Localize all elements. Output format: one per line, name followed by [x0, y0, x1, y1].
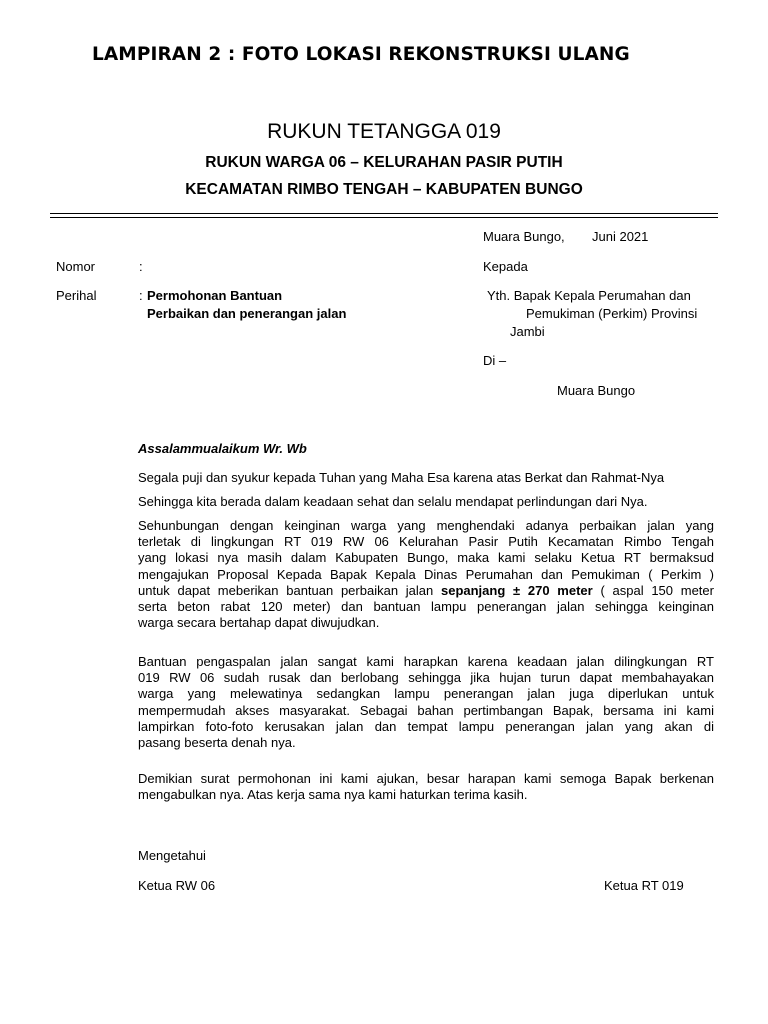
perihal-separator: :	[139, 288, 143, 303]
recipient-yth-line-3: Jambi	[510, 324, 545, 339]
recipient-di: Di –	[483, 353, 507, 368]
paragraph-2-line-5-post: ( aspal 150 meter	[592, 582, 714, 598]
paragraph-4	[138, 771, 714, 803]
paragraph-2-line-7: warga secara bertahap dapat diwujudkan.	[138, 615, 380, 631]
paragraph-3	[138, 654, 714, 751]
perihal-label: Perihal	[56, 288, 97, 303]
paragraph-3-line-6: pasang beserta denah nya.	[138, 735, 296, 751]
paragraph-2-line-5	[138, 583, 714, 599]
paragraph-3-line-1: Bantuan pengaspalan jalan sangat kami harapkan karena keadaan jalan dilingkungan RT	[138, 654, 714, 669]
paragraph-2-line-2: terletak di lingkungan RT 019 RW 06 Kelurahan Pasir Putih Kecamatan Rimbo Tengah	[138, 534, 714, 550]
paragraph-2-line-4: mengajukan Proposal Kepada Bapak Kepala Dinas Perumahan dan Pemukiman ( Perkim )	[138, 566, 714, 582]
paragraph-3-line-5: lampirkan foto-foto kerusakan jalan dan tempat lampu penerangan jalan yang akan di	[138, 718, 714, 734]
header-rule-bottom	[50, 217, 718, 218]
nomor-separator: :	[139, 259, 143, 274]
paragraph-1-line-2: Sehingga kita berada dalam keadaan sehat dan selalu mendapat perlindungan dari Nya.	[138, 494, 648, 509]
perihal-line-1: Permohonan Bantuan	[147, 288, 283, 303]
paragraph-4-line-2: mengabulkan nya. Atas kerja sama nya kami haturkan terima kasih.	[138, 787, 528, 803]
road-length-highlight: sepanjang ± 270 meter	[440, 582, 593, 598]
paragraph-3-line-4: mempermudah akses masyarakat. Sebagai bahan pertimbangan Bapak, bersama ini kami	[138, 702, 714, 718]
nomor-label: Nomor	[56, 259, 96, 274]
letterhead-line-2: KECAMATAN RIMBO TENGAH – KABUPATEN BUNGO	[185, 181, 583, 198]
letterhead-title: RUKUN TETANGGA 019	[267, 120, 501, 143]
paragraph-2-line-3: yang lokasi nya masih dalam Kabupaten Bungo, maka kami selaku Ketua RT bermaksud	[138, 550, 714, 566]
paragraph-1-line-1: Segala puji dan syukur kepada Tuhan yang Maha Esa karena atas Berkat dan Rahmat-Nya	[138, 470, 665, 485]
recipient-kepada: Kepada	[483, 259, 528, 274]
paragraph-4-line-1: Demikian surat permohonan ini kami ajukan, besar harapan kami semoga Bapak berkenan	[138, 771, 714, 786]
place-city: Muara Bungo,	[483, 229, 565, 244]
perihal-line-2: Perbaikan dan penerangan jalan	[147, 306, 347, 321]
paragraph-2	[138, 518, 714, 631]
attachment-title: LAMPIRAN 2 : FOTO LOKASI REKONSTRUKSI ULANG	[92, 44, 630, 65]
paragraph-2-line-5-pre: untuk dapat meberikan bantuan perbaikan jalan	[138, 582, 441, 598]
letter-date: Juni 2021	[592, 229, 649, 244]
paragraph-2-line-1: Sehunbungan dengan keinginan warga yang menghendaki adanya perbaikan jalan yang	[138, 518, 714, 533]
paragraph-2-line-6: serta beton rabat 120 meter) dan bantuan lampu penerangan jalan sehingga keinginan	[138, 599, 714, 615]
recipient-yth-line-2: Pemukiman (Perkim) Provinsi	[526, 306, 698, 321]
mengetahui-label: Mengetahui	[138, 848, 206, 863]
recipient-city: Muara Bungo	[557, 383, 636, 398]
recipient-yth-line-1: Yth. Bapak Kepala Perumahan dan	[487, 288, 691, 303]
paragraph-3-line-2: 019 RW 06 sudah rusak dan berlobang sehingga jika hujan turun dapat membahayakan	[138, 670, 714, 686]
signature-left-title: Ketua RW 06	[138, 878, 216, 893]
signature-right-title: Ketua RT 019	[604, 878, 684, 893]
paragraph-3-line-3: warga yang melewatinya sedangkan lampu penerangan jalan juga diperlukan untuk	[138, 686, 714, 702]
greeting: Assalammualaikum Wr. Wb	[138, 441, 307, 456]
letterhead-line-1: RUKUN WARGA 06 – KELURAHAN PASIR PUTIH	[205, 154, 563, 171]
header-rule-top	[50, 213, 718, 214]
